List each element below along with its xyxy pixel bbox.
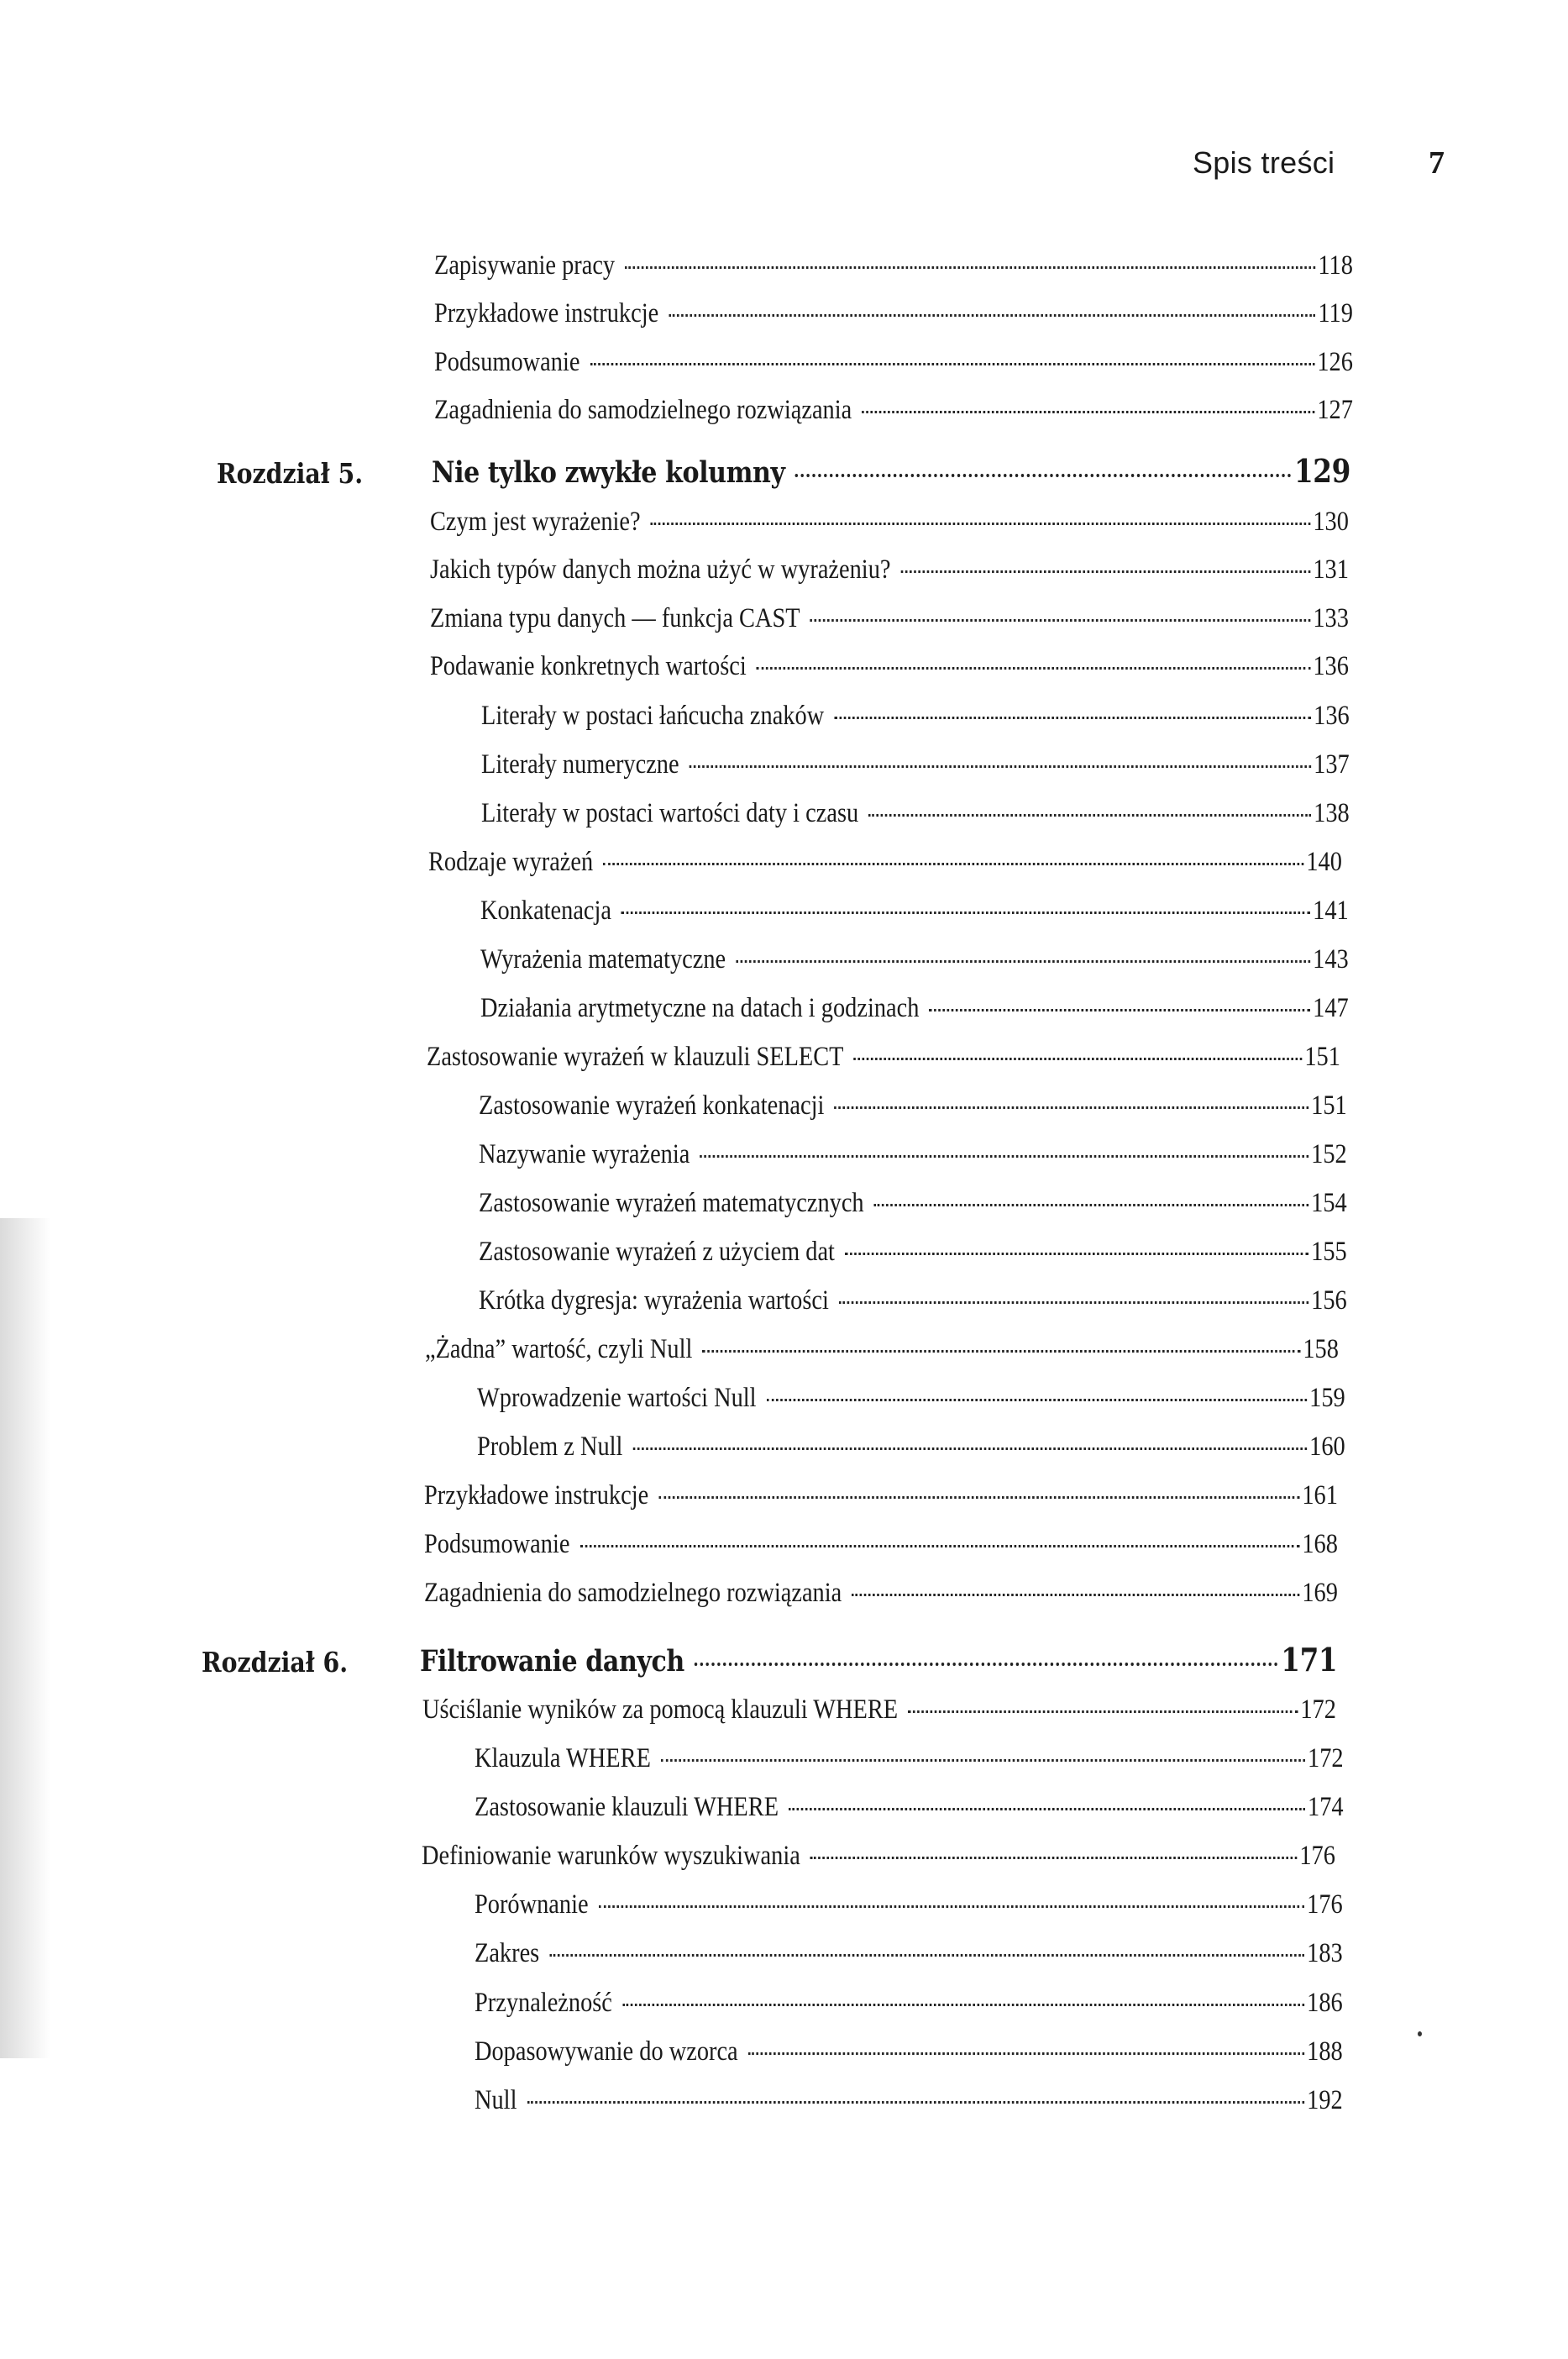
running-head — [1193, 144, 1445, 181]
toc-subentry[interactable]: Zastosowanie wyrażeń matematycznych 154 — [479, 1188, 1347, 1218]
chapter-heading[interactable]: Nie tylko zwykłe kolumny 129 — [432, 452, 1350, 490]
chapter-heading[interactable]: Filtrowanie danych 171 — [420, 1641, 1338, 1679]
dot-leader — [622, 2004, 1304, 2006]
scan-speck — [1418, 2031, 1422, 2036]
dot-leader — [901, 570, 1310, 573]
toc-subentry[interactable]: Zastosowanie wyrażeń z użyciem dat 155 — [479, 1237, 1347, 1267]
dot-leader — [632, 1447, 1306, 1450]
toc-entry[interactable]: Zastosowanie wyrażeń w klauzuli SELECT 151 — [427, 1042, 1340, 1072]
toc-entry[interactable]: Zagadnienia do samodzielnego rozwiązania 127 — [434, 395, 1353, 425]
dot-leader — [603, 863, 1303, 865]
toc-entry[interactable]: „Żadna” wartość, czyli Null 158 — [425, 1334, 1339, 1364]
toc-entry[interactable]: Przykładowe instrukcje 119 — [434, 298, 1353, 328]
dot-leader — [834, 1106, 1308, 1109]
dot-leader — [868, 814, 1310, 817]
toc-subentry[interactable]: Dopasowywanie do wzorca 188 — [475, 2036, 1343, 2067]
dot-leader — [852, 1594, 1299, 1596]
dot-leader — [527, 2101, 1303, 2104]
toc-subentry[interactable]: Konkatenacja 141 — [480, 896, 1349, 926]
toc-subentry[interactable]: Klauzula WHERE 172 — [475, 1743, 1344, 1773]
dot-leader — [579, 1545, 1298, 1547]
dot-leader — [757, 667, 1310, 670]
toc-entry[interactable]: Zapisywanie pracy 118 — [434, 250, 1353, 281]
toc-subentry[interactable]: Literały w postaci łańcucha znaków 136 — [481, 701, 1350, 731]
toc-subentry[interactable]: Zastosowanie wyrażeń konkatenacji 151 — [479, 1090, 1347, 1121]
toc-subentry[interactable]: Zastosowanie klauzuli WHERE 174 — [475, 1792, 1344, 1822]
dot-leader — [599, 1905, 1304, 1908]
toc-entry[interactable]: Zmiana typu danych — funkcja CAST 133 — [430, 603, 1349, 633]
toc-subentry[interactable]: Nazywanie wyrażenia 152 — [479, 1139, 1347, 1169]
dot-leader — [590, 363, 1314, 365]
dot-leader — [669, 314, 1315, 317]
dot-leader — [810, 1857, 1297, 1859]
toc-entry[interactable]: Czym jest wyrażenie? 130 — [430, 507, 1349, 537]
dot-leader — [908, 1710, 1298, 1713]
toc-subentry[interactable]: Literały w postaci wartości daty i czasu 138 — [481, 798, 1350, 828]
chapter-label: Rozdział 6. — [202, 1646, 349, 1679]
dot-leader — [810, 619, 1310, 622]
dot-leader — [625, 266, 1315, 269]
scan-edge-shadow — [0, 1218, 50, 2058]
toc-entry[interactable]: Jakich typów danych można użyć w wyrażeniu? 131 — [430, 554, 1349, 585]
toc-entry[interactable]: Rodzaje wyrażeń 140 — [428, 847, 1342, 877]
dot-leader — [839, 1301, 1308, 1304]
dot-leader — [854, 1058, 1302, 1060]
dot-leader — [929, 1009, 1309, 1011]
toc-subentry[interactable]: Działania arytmetyczne na datach i godzinach 147 — [480, 993, 1349, 1023]
dot-leader — [795, 474, 1292, 477]
dot-leader — [874, 1204, 1308, 1206]
dot-leader — [690, 765, 1311, 768]
dot-leader — [702, 1350, 1300, 1353]
dot-leader — [549, 1954, 1303, 1957]
toc-subentry[interactable]: Literały numeryczne 137 — [481, 749, 1350, 780]
toc-subentry[interactable]: Porównanie 176 — [475, 1889, 1343, 1920]
dot-leader — [845, 1253, 1308, 1255]
toc-entry[interactable]: Podsumowanie 168 — [424, 1529, 1338, 1559]
running-head-title: Spis treści — [1193, 145, 1335, 180]
dot-leader — [789, 1808, 1304, 1810]
dot-leader — [748, 2052, 1304, 2055]
page-number: 7 — [1429, 145, 1445, 181]
toc-subentry[interactable]: Wyrażenia matematyczne 143 — [480, 944, 1349, 975]
toc-entry[interactable]: Definiowanie warunków wyszukiwania 176 — [422, 1841, 1335, 1871]
toc-entry[interactable]: Podawanie konkretnych wartości 136 — [430, 651, 1349, 681]
dot-leader — [661, 1759, 1305, 1762]
dot-leader — [651, 523, 1310, 525]
dot-leader — [621, 912, 1310, 914]
dot-leader — [700, 1155, 1308, 1158]
toc-subentry[interactable]: Problem z Null 160 — [477, 1432, 1345, 1462]
toc-subentry[interactable]: Zakres 183 — [475, 1938, 1343, 1968]
dot-leader — [834, 717, 1310, 719]
toc-entry[interactable]: Podsumowanie 126 — [434, 347, 1353, 377]
toc-subentry[interactable]: Null 192 — [475, 2085, 1343, 2115]
dot-leader — [767, 1399, 1307, 1401]
toc-entry[interactable]: Uściślanie wyników za pomocą klauzuli WHERE 172 — [422, 1694, 1336, 1725]
toc-entry[interactable]: Zagadnienia do samodzielnego rozwiązania 169 — [424, 1578, 1338, 1608]
toc-subentry[interactable]: Krótka dygresja: wyrażenia wartości 156 — [479, 1285, 1347, 1316]
dot-leader — [736, 960, 1310, 963]
chapter-label: Rozdział 5. — [217, 457, 364, 490]
dot-leader — [695, 1663, 1278, 1666]
toc-subentry[interactable]: Przynależność 186 — [475, 1988, 1343, 2018]
dot-leader — [862, 411, 1314, 413]
toc-subentry[interactable]: Wprowadzenie wartości Null 159 — [477, 1383, 1345, 1413]
toc-entry[interactable]: Przykładowe instrukcje 161 — [424, 1480, 1338, 1510]
dot-leader — [658, 1496, 1299, 1499]
